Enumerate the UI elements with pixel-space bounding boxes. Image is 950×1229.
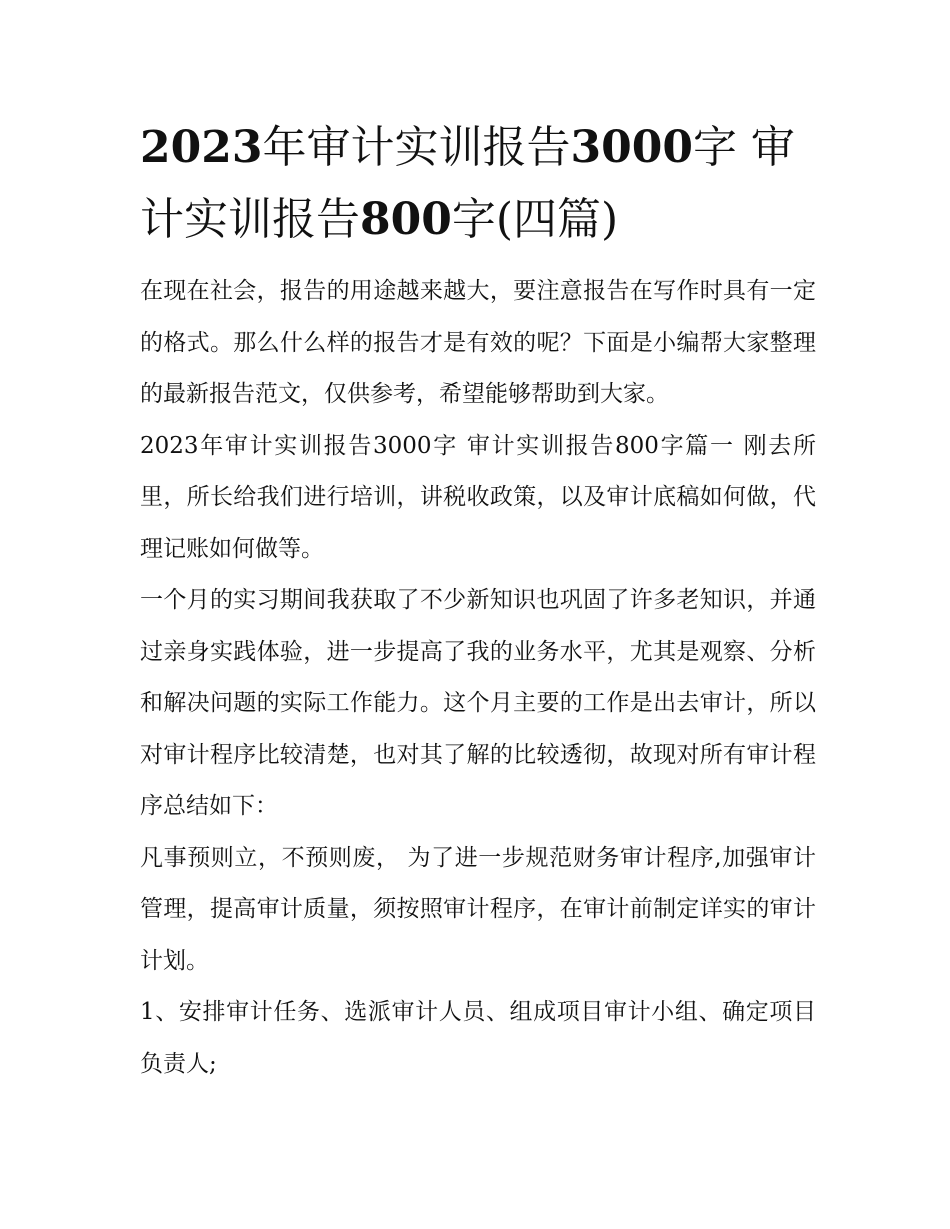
document-body [140,112,816,1090]
paragraph-planning: 凡事预则立，不预则废， 为了进一步规范财务审计程序,加强审计管理，提高审计质量，须按照审计程序，在审计前制定详实的审计计划。 [140,844,816,974]
paragraph-internship: 一个月的实习期间我获取了不少新知识也巩固了许多老知识，并通过亲身实践体验，进一步提高了我的业务水平，尤其是观察、分析和解决问题的实际工作能力。这个月主要的工作是出去审计，所以对审计程序比较清楚，也对其了解的比较透彻，故现对所有审计程序总结如下： [140,587,816,819]
paragraph-article-one: 2023年审计实训报告3000字 审计实训报告800字篇一 刚去所里，所长给我们进行培训，讲税收政策，以及审计底稿如何做，代理记账如何做等。 [140,432,816,562]
paragraph-intro: 在现在社会，报告的用途越来越大，要注意报告在写作时具有一定的格式。那么什么样的报告才是有效的呢？下面是小编帮大家整理的最新报告范文，仅供参考，希望能够帮助到大家。 [140,278,816,407]
paragraph-step-one: 1、安排审计任务、选派审计人员、组成项目审计小组、确定项目负责人; [140,999,816,1077]
document-title: 2023年审计实训报告3000字 审计实训报告800字(四篇) [140,122,795,245]
